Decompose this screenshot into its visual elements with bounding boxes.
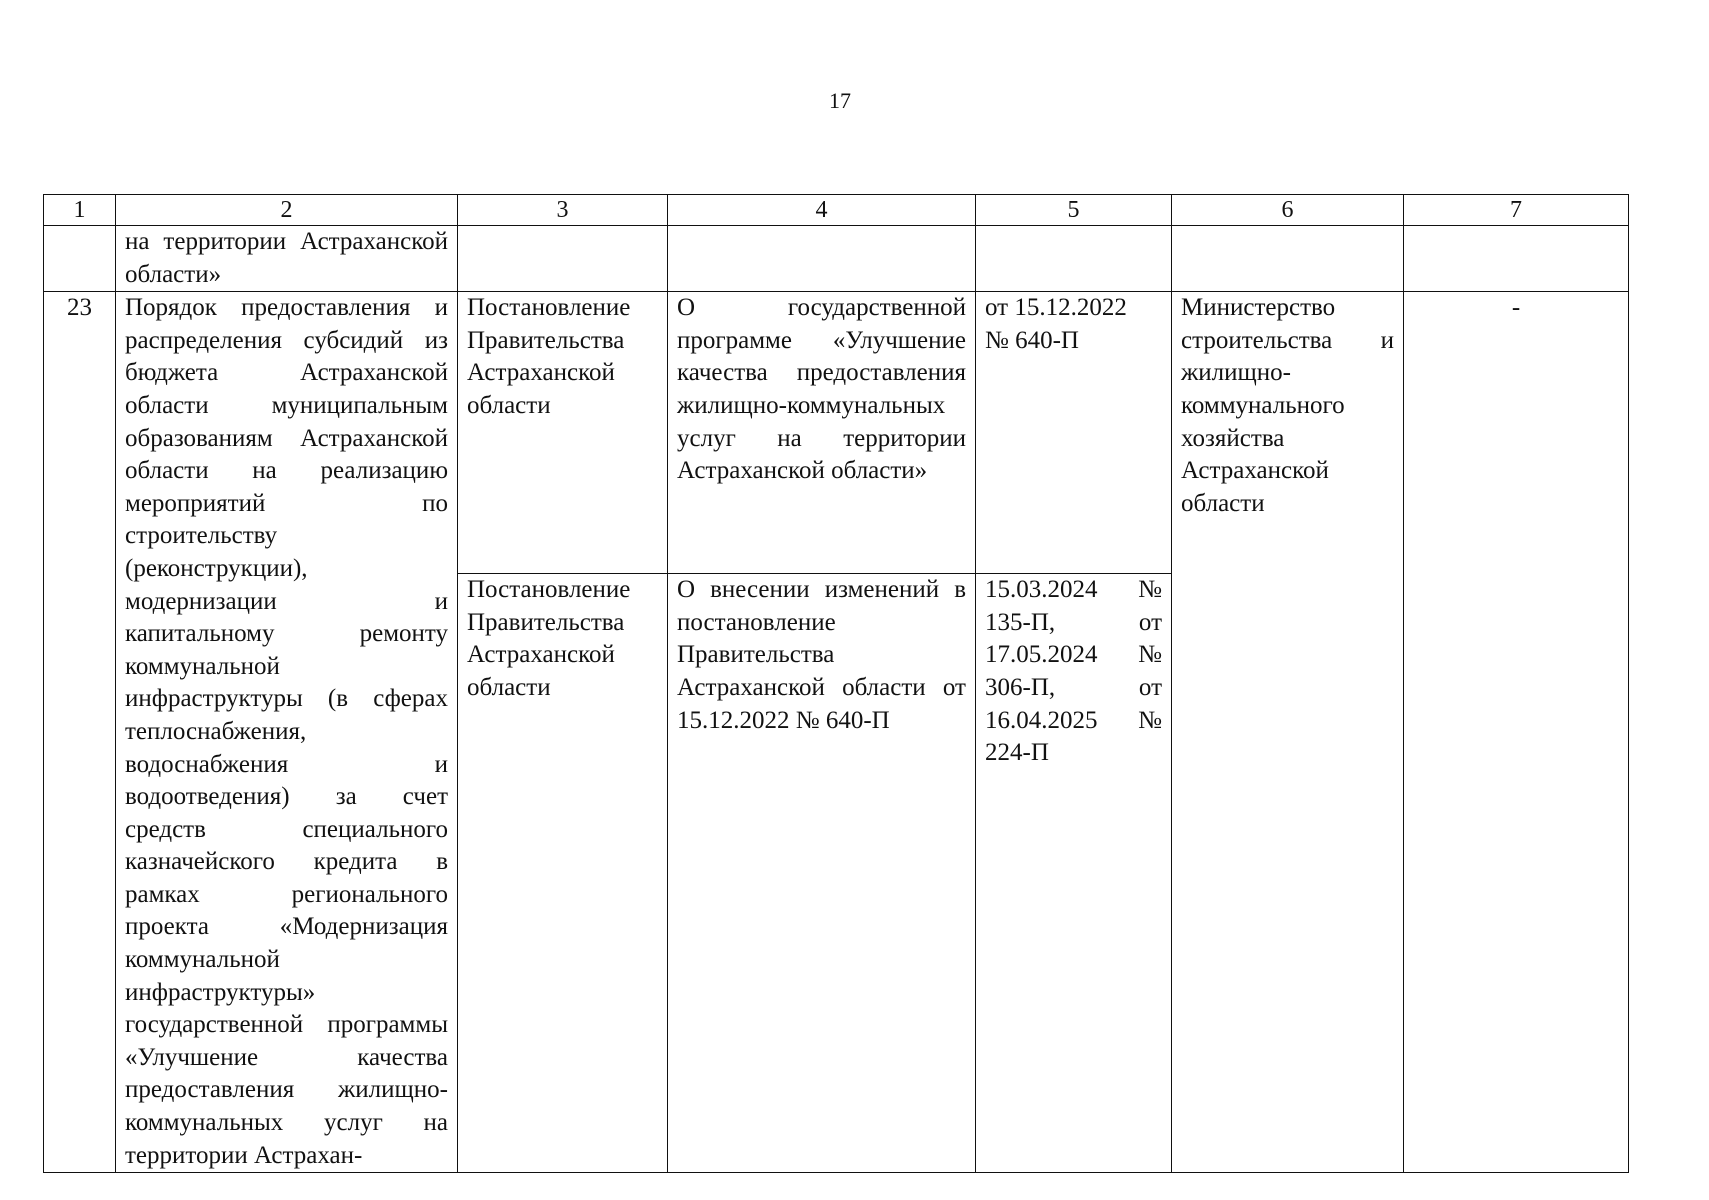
responsible-body-text: Министерство строительства и жилищно-коммунального хозяйства Астраханской области [1181,294,1394,517]
cont-col4 [668,226,976,292]
column-header-3: 3 [458,195,668,226]
column-header-5: 5 [976,195,1172,226]
column-header-1: 1 [44,195,116,226]
doc-date-line2-a: № 640-П [985,326,1079,354]
cont-col2-text: на территории Астраханской области» [125,228,448,288]
doc-date-cell-b [976,574,1172,1173]
cont-col5 [976,226,1172,292]
cont-col7 [1404,226,1629,292]
column-header-4: 4 [668,195,976,226]
cont-col2 [116,226,458,292]
column-header-2: 2 [116,195,458,226]
document-table [43,194,1629,1173]
continuation-row [44,226,1629,292]
act-title-text: Порядок предоставления и распределения субсидий из бюджета Астраханской области муниципальным образованиям Астраханской области на реализацию мероприятий по строительству (реконструкции), модернизации и капитальному ремонту коммунальной инфраструктуры (в сферах теплоснабжения, водоснабжения и водоотведения) за счет средств специального казначейского кредита в рамках регионального проекта «Модернизация коммунальной инфраструктуры» государственной программы «Улучшение качества предоставления жилищно-коммунальных услуг на территории Астрахан- [125,294,448,1169]
column-header-7: 7 [1404,195,1629,226]
doc-title-cell-b [668,574,976,1173]
page-number: 17 [829,88,851,113]
doc-title-text-b: О внесении изменений в постановление Правительства Астраханской области от 15.12.2022 № 640-П [677,576,966,734]
doc-type-cell-a [458,292,668,574]
note-cell: - [1404,292,1629,1173]
doc-type-cell-b [458,574,668,1173]
row-number: 23 [44,292,116,1173]
table-row-23 [44,292,1629,574]
column-number-row [44,195,1629,226]
doc-title-text-a: О государственной программе «Улучшение качества предоставления жилищно-коммунальных услуг на территории Астраханской области» [677,294,966,485]
cont-col3 [458,226,668,292]
doc-type-text-b: Постановление Правительства Астраханской области [467,576,631,701]
doc-date-cell-a [976,292,1172,574]
doc-type-text-a: Постановление Правительства Астраханской области [467,294,631,419]
act-title-cell [116,292,458,1173]
cont-col1 [44,226,116,292]
responsible-body-cell [1172,292,1404,1173]
column-header-6: 6 [1172,195,1404,226]
doc-date-line1-a: от 15.12.2022 [985,294,1127,322]
doc-date-text-b: 15.03.2024 № 135-П, от 17.05.2024 № 306-П, от 16.04.2025 № 224-П [985,576,1162,767]
doc-title-cell-a [668,292,976,574]
cont-col6 [1172,226,1404,292]
